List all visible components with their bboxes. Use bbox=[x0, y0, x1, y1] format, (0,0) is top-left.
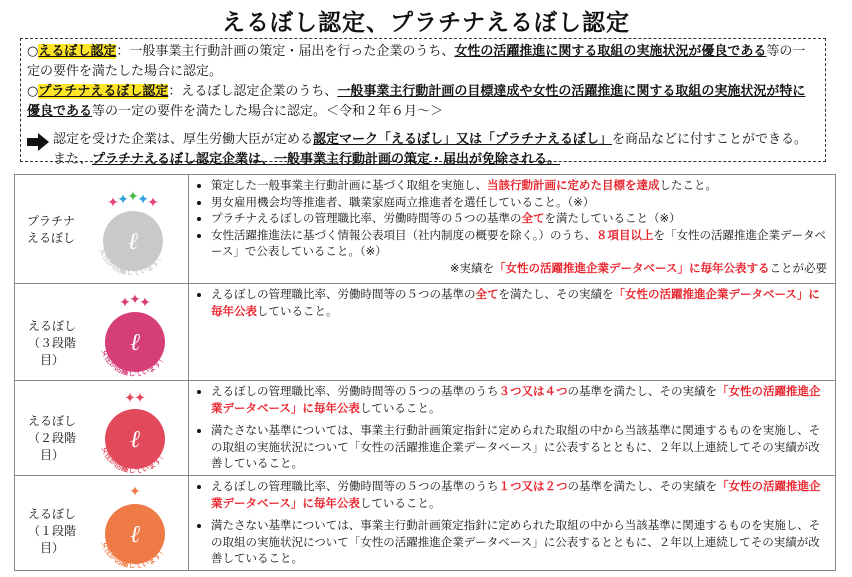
page-title: えるぼし認定、プラチナえるぼし認定 bbox=[222, 10, 630, 36]
criteria-item: • えるぼしの管理職比率、労働時間等の５つの基準のうち１つ又は２つの基準を満たし、その実績を「女性の活躍推進企業データベース」に毎年公表していること。 bbox=[211, 478, 827, 511]
right-arrow-icon bbox=[27, 130, 53, 170]
star-icon: ✦ bbox=[127, 189, 139, 205]
star-icon: ✦ bbox=[119, 295, 131, 311]
note-emphasis: プラチナえるぼし認定企業は、一般事業主行動計画の策定・届出が免除される。 bbox=[92, 152, 561, 167]
svg-text:ℓ: ℓ bbox=[130, 328, 140, 356]
row-label: えるぼし （２段階目） bbox=[27, 414, 76, 462]
platinum-eruboshi-mark-icon bbox=[87, 179, 179, 283]
svg-text:女性が活躍しています！: 女性が活躍しています！ bbox=[97, 247, 166, 278]
star-icon: ✦ bbox=[139, 295, 151, 311]
summary-text: ：えるぼし認定企業のうち、 bbox=[168, 84, 338, 99]
row-label-cell bbox=[15, 175, 189, 284]
row-label: プラチナ えるぼし bbox=[26, 214, 75, 245]
row-label-cell bbox=[15, 284, 189, 381]
criteria-cell bbox=[189, 476, 836, 571]
criteria-cell bbox=[189, 381, 836, 476]
summary-box bbox=[20, 38, 826, 167]
star-icon: ✦ bbox=[129, 292, 141, 308]
eruboshi-3-mark-icon bbox=[89, 288, 181, 382]
row-label-cell bbox=[15, 381, 189, 476]
criteria-item: • 策定した一般事業主行動計画に基づく取組を実施し、当該行動計画に定めた目標を達成したこと。 bbox=[211, 177, 827, 194]
term-platinum: プラチナえるぼし認定 bbox=[38, 84, 169, 99]
row-label: えるぼし （１段階目） bbox=[27, 507, 76, 555]
summary-text: 等の一定の要件を満たした場合に認定。＜令和２年６月～＞ bbox=[92, 104, 444, 119]
star-icon: ✦ bbox=[147, 195, 159, 211]
criteria-item: • 満たさない基準については、事業主行動計画策定指針に定められた取組の中から当該基準に関連するものを実施し、その取組の実施状況について「女性の活躍推進企業データベース」に公表するとともに、２年以上連続してその実績が改善していること。 bbox=[211, 517, 827, 567]
criteria-item: • えるぼしの管理職比率、労働時間等の５つの基準のうち３つ又は４つの基準を満たし、その実績を「女性の活躍推進企業データベース」に毎年公表していること。 bbox=[211, 383, 827, 416]
svg-text:ℓ: ℓ bbox=[130, 425, 140, 453]
summary-line-eruboshi bbox=[27, 42, 817, 82]
summary-note bbox=[27, 130, 817, 170]
eruboshi-2-mark-icon bbox=[89, 385, 181, 477]
star-icon: ✦ bbox=[129, 484, 141, 500]
note-emphasis: 認定マーク「えるぼし」又は「プラチナえるぼし」 bbox=[313, 132, 613, 147]
criteria-cell bbox=[189, 175, 836, 284]
criteria-cell bbox=[189, 284, 836, 381]
footnote: ※実績を「女性の活躍推進企業データベース」に毎年公表することが必要 bbox=[449, 260, 827, 275]
criteria-item: • 女性活躍推進法に基づく情報公表項目（社内制度の概要を除く。）のうち、８項目以上を「女性の活躍推進企業データベース」で公表していること。（※） bbox=[211, 227, 827, 260]
table-row bbox=[15, 284, 836, 381]
summary-text: 等の一定の要件を満たした場合に認定。 bbox=[27, 44, 806, 79]
svg-text:ℓ: ℓ bbox=[128, 227, 138, 255]
criteria-item: • プラチナえるぼしの管理職比率、労働時間等の５つの基準の全てを満たしていること（※） bbox=[211, 210, 827, 227]
star-icon: ✦ bbox=[134, 390, 146, 407]
summary-text: ：一般事業主行動計画の策定・届出を行った企業のうち、 bbox=[116, 44, 455, 59]
svg-text:女性が活躍しています！: 女性が活躍しています！ bbox=[99, 540, 168, 568]
star-icon: ✦ bbox=[137, 192, 149, 208]
criteria-item: • 満たさない基準については、事業主行動計画策定指針に定められた取組の中から当該基準に関連するものを実施し、その取組の実施状況について「女性の活躍推進企業データベース」に公表するとともに、２年以上連続してその実績が改善していること。 bbox=[211, 422, 827, 472]
criteria-item: • えるぼしの管理職比率、労働時間等の５つの基準の全てを満たし、その実績を「女性の活躍推進企業データベース」に毎年公表していること。 bbox=[211, 286, 827, 319]
summary-emphasis: 一般事業主行動計画の目標達成や女性の活躍推進に関する取組の実施状況が特に優良である bbox=[27, 84, 806, 119]
svg-text:女性が活躍しています！: 女性が活躍しています！ bbox=[99, 348, 168, 378]
circle-mark: ○ bbox=[27, 44, 39, 59]
star-icon: ✦ bbox=[124, 390, 136, 407]
star-icon: ✦ bbox=[117, 192, 129, 208]
criteria-table bbox=[14, 174, 836, 571]
star-icon: ✦ bbox=[107, 195, 119, 211]
summary-line-platinum bbox=[27, 82, 817, 122]
criteria-item: • 男女雇用機会均等推進者、職業家庭両立推進者を選任していること。（※） bbox=[211, 194, 827, 211]
term-eruboshi: えるぼし認定 bbox=[38, 44, 117, 59]
summary-emphasis: 女性の活躍推進に関する取組の実施状況が優良である bbox=[454, 44, 767, 59]
svg-text:女性が活躍しています！: 女性が活躍しています！ bbox=[99, 445, 168, 473]
note-text: 認定を受けた企業は、厚生労働大臣が定める bbox=[53, 132, 314, 147]
table-row bbox=[15, 476, 836, 571]
circle-mark: ○ bbox=[27, 84, 39, 99]
table-row bbox=[15, 381, 836, 476]
note-text: を商品などに付すことができる。また、 bbox=[53, 132, 808, 167]
table-row bbox=[15, 175, 836, 284]
eruboshi-1-mark-icon bbox=[89, 480, 181, 572]
svg-text:ℓ: ℓ bbox=[130, 520, 140, 548]
row-label: えるぼし （３段階目） bbox=[27, 319, 76, 367]
row-label-cell bbox=[15, 476, 189, 571]
